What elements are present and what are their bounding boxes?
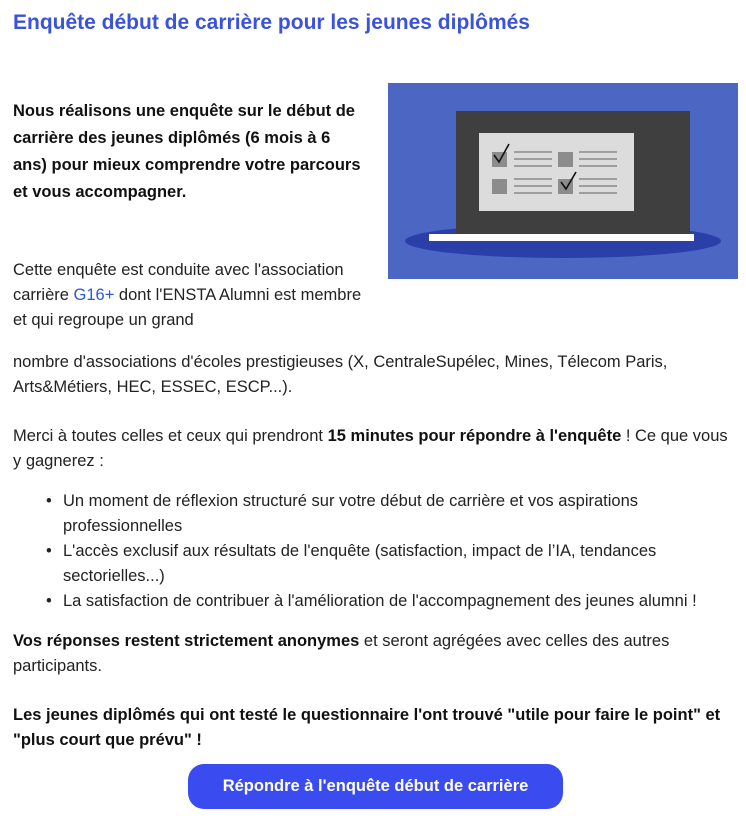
email-title: Enquête début de carrière pour les jeunes diplômés	[13, 11, 530, 34]
benefits-list	[13, 489, 743, 614]
schools-paragraph: nombre d'associations d'écoles prestigieuses (X, CentraleSupélec, Mines, Télecom Paris, Arts&Métiers, HEC, ESSEC, ESCP...).	[13, 353, 668, 396]
anonymity-bold: Vos réponses restent strictement anonymes	[13, 632, 360, 650]
testers-paragraph: Les jeunes diplômés qui ont testé le questionnaire l'ont trouvé "utile pour faire le point" et "plus court que prévu" !	[13, 706, 721, 749]
bullet-icon: •	[46, 542, 52, 560]
survey-form	[479, 133, 634, 211]
conduct-text-start: Cette enquête est conduite avec l'association carrière	[13, 261, 344, 304]
thanks-duration: 15 minutes pour répondre à l'enquête	[327, 427, 622, 445]
survey-cta-button[interactable]: Répondre à l'enquête début de carrière	[188, 764, 563, 809]
list-item-text: La satisfaction de contribuer à l'amélioration de l'accompagnement des jeunes alumni !	[63, 592, 697, 610]
anonymity-text: et seront agrégées avec celles des autres participants.	[13, 632, 670, 675]
thanks-text-end: ! Ce que vous y gagnerez :	[13, 427, 728, 470]
conduct-paragraph	[13, 258, 373, 333]
anonymity-paragraph	[13, 629, 738, 679]
intro-paragraph: Nous réalisons une enquête sur le début de carrière des jeunes diplômés (6 mois à 6 ans) pour mieux comprendre votre parcours et vous accompagner.	[13, 102, 361, 201]
bullet-icon: •	[46, 592, 52, 610]
checkbox-empty	[492, 179, 507, 194]
list-item-text: L'accès exclusif aux résultats de l'enquête (satisfaction, impact de l’IA, tendances sectorielles...)	[63, 542, 657, 585]
conduct-text-end: dont l'ENSTA Alumni est membre et qui regroupe un grand	[13, 286, 362, 329]
thanks-text-start: Merci à toutes celles et ceux qui prendront	[13, 427, 328, 445]
checkbox-empty	[558, 152, 573, 167]
thanks-paragraph	[13, 424, 738, 474]
list-item-text: Un moment de réflexion structuré sur votre début de carrière et vos aspirations professionnelles	[63, 492, 639, 535]
bullet-icon: •	[46, 492, 52, 510]
list-item	[13, 539, 743, 589]
g16-link[interactable]: G16+	[73, 286, 115, 304]
list-item	[13, 589, 743, 614]
laptop-base	[429, 234, 694, 241]
list-item	[13, 489, 743, 539]
laptop-survey-illustration	[388, 83, 738, 279]
